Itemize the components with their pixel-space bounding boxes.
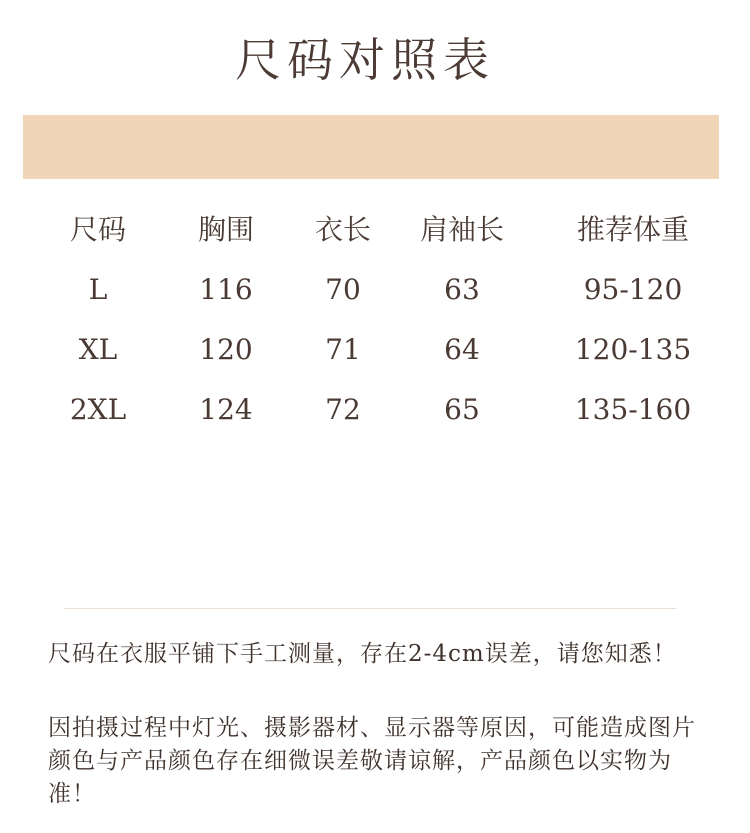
header-band bbox=[23, 115, 719, 179]
measurement-note: 尺码在衣服平铺下手工测量，存在2-4cm误差，请您知悉！ bbox=[48, 641, 677, 667]
cell-shoulder-sleeve: 63 bbox=[444, 273, 480, 306]
table-row bbox=[0, 260, 750, 320]
header-size: 尺码 bbox=[69, 213, 126, 246]
header-length: 衣长 bbox=[314, 213, 371, 246]
cell-shoulder-sleeve: 64 bbox=[444, 333, 480, 366]
cell-size: 2XL bbox=[69, 393, 127, 426]
cell-shoulder-sleeve: 65 bbox=[444, 393, 480, 426]
table-row bbox=[0, 380, 750, 440]
divider bbox=[64, 608, 676, 609]
cell-length: 71 bbox=[325, 333, 361, 366]
cell-weight: 120-135 bbox=[574, 333, 692, 366]
cell-length: 70 bbox=[325, 273, 361, 306]
cell-chest: 124 bbox=[199, 393, 253, 426]
cell-weight: 135-160 bbox=[574, 393, 692, 426]
table-header-row bbox=[0, 200, 750, 260]
header-weight: 推荐体重 bbox=[576, 213, 689, 246]
header-shoulder-sleeve: 肩袖长 bbox=[419, 213, 504, 246]
header-chest: 胸围 bbox=[197, 213, 254, 246]
table-row bbox=[0, 320, 750, 380]
cell-weight: 95-120 bbox=[583, 273, 683, 306]
page-title: 尺码对照表 bbox=[235, 33, 495, 87]
cell-chest: 116 bbox=[199, 273, 253, 306]
color-disclaimer-note: 因拍摄过程中灯光、摄影器材、显示器等原因，可能造成图片颜色与产品颜色存在细微误差敬请谅解，产品颜色以实物为准！ bbox=[48, 715, 696, 807]
cell-length: 72 bbox=[325, 393, 361, 426]
cell-chest: 120 bbox=[199, 333, 253, 366]
cell-size: L bbox=[88, 273, 108, 306]
cell-size: XL bbox=[78, 333, 118, 366]
